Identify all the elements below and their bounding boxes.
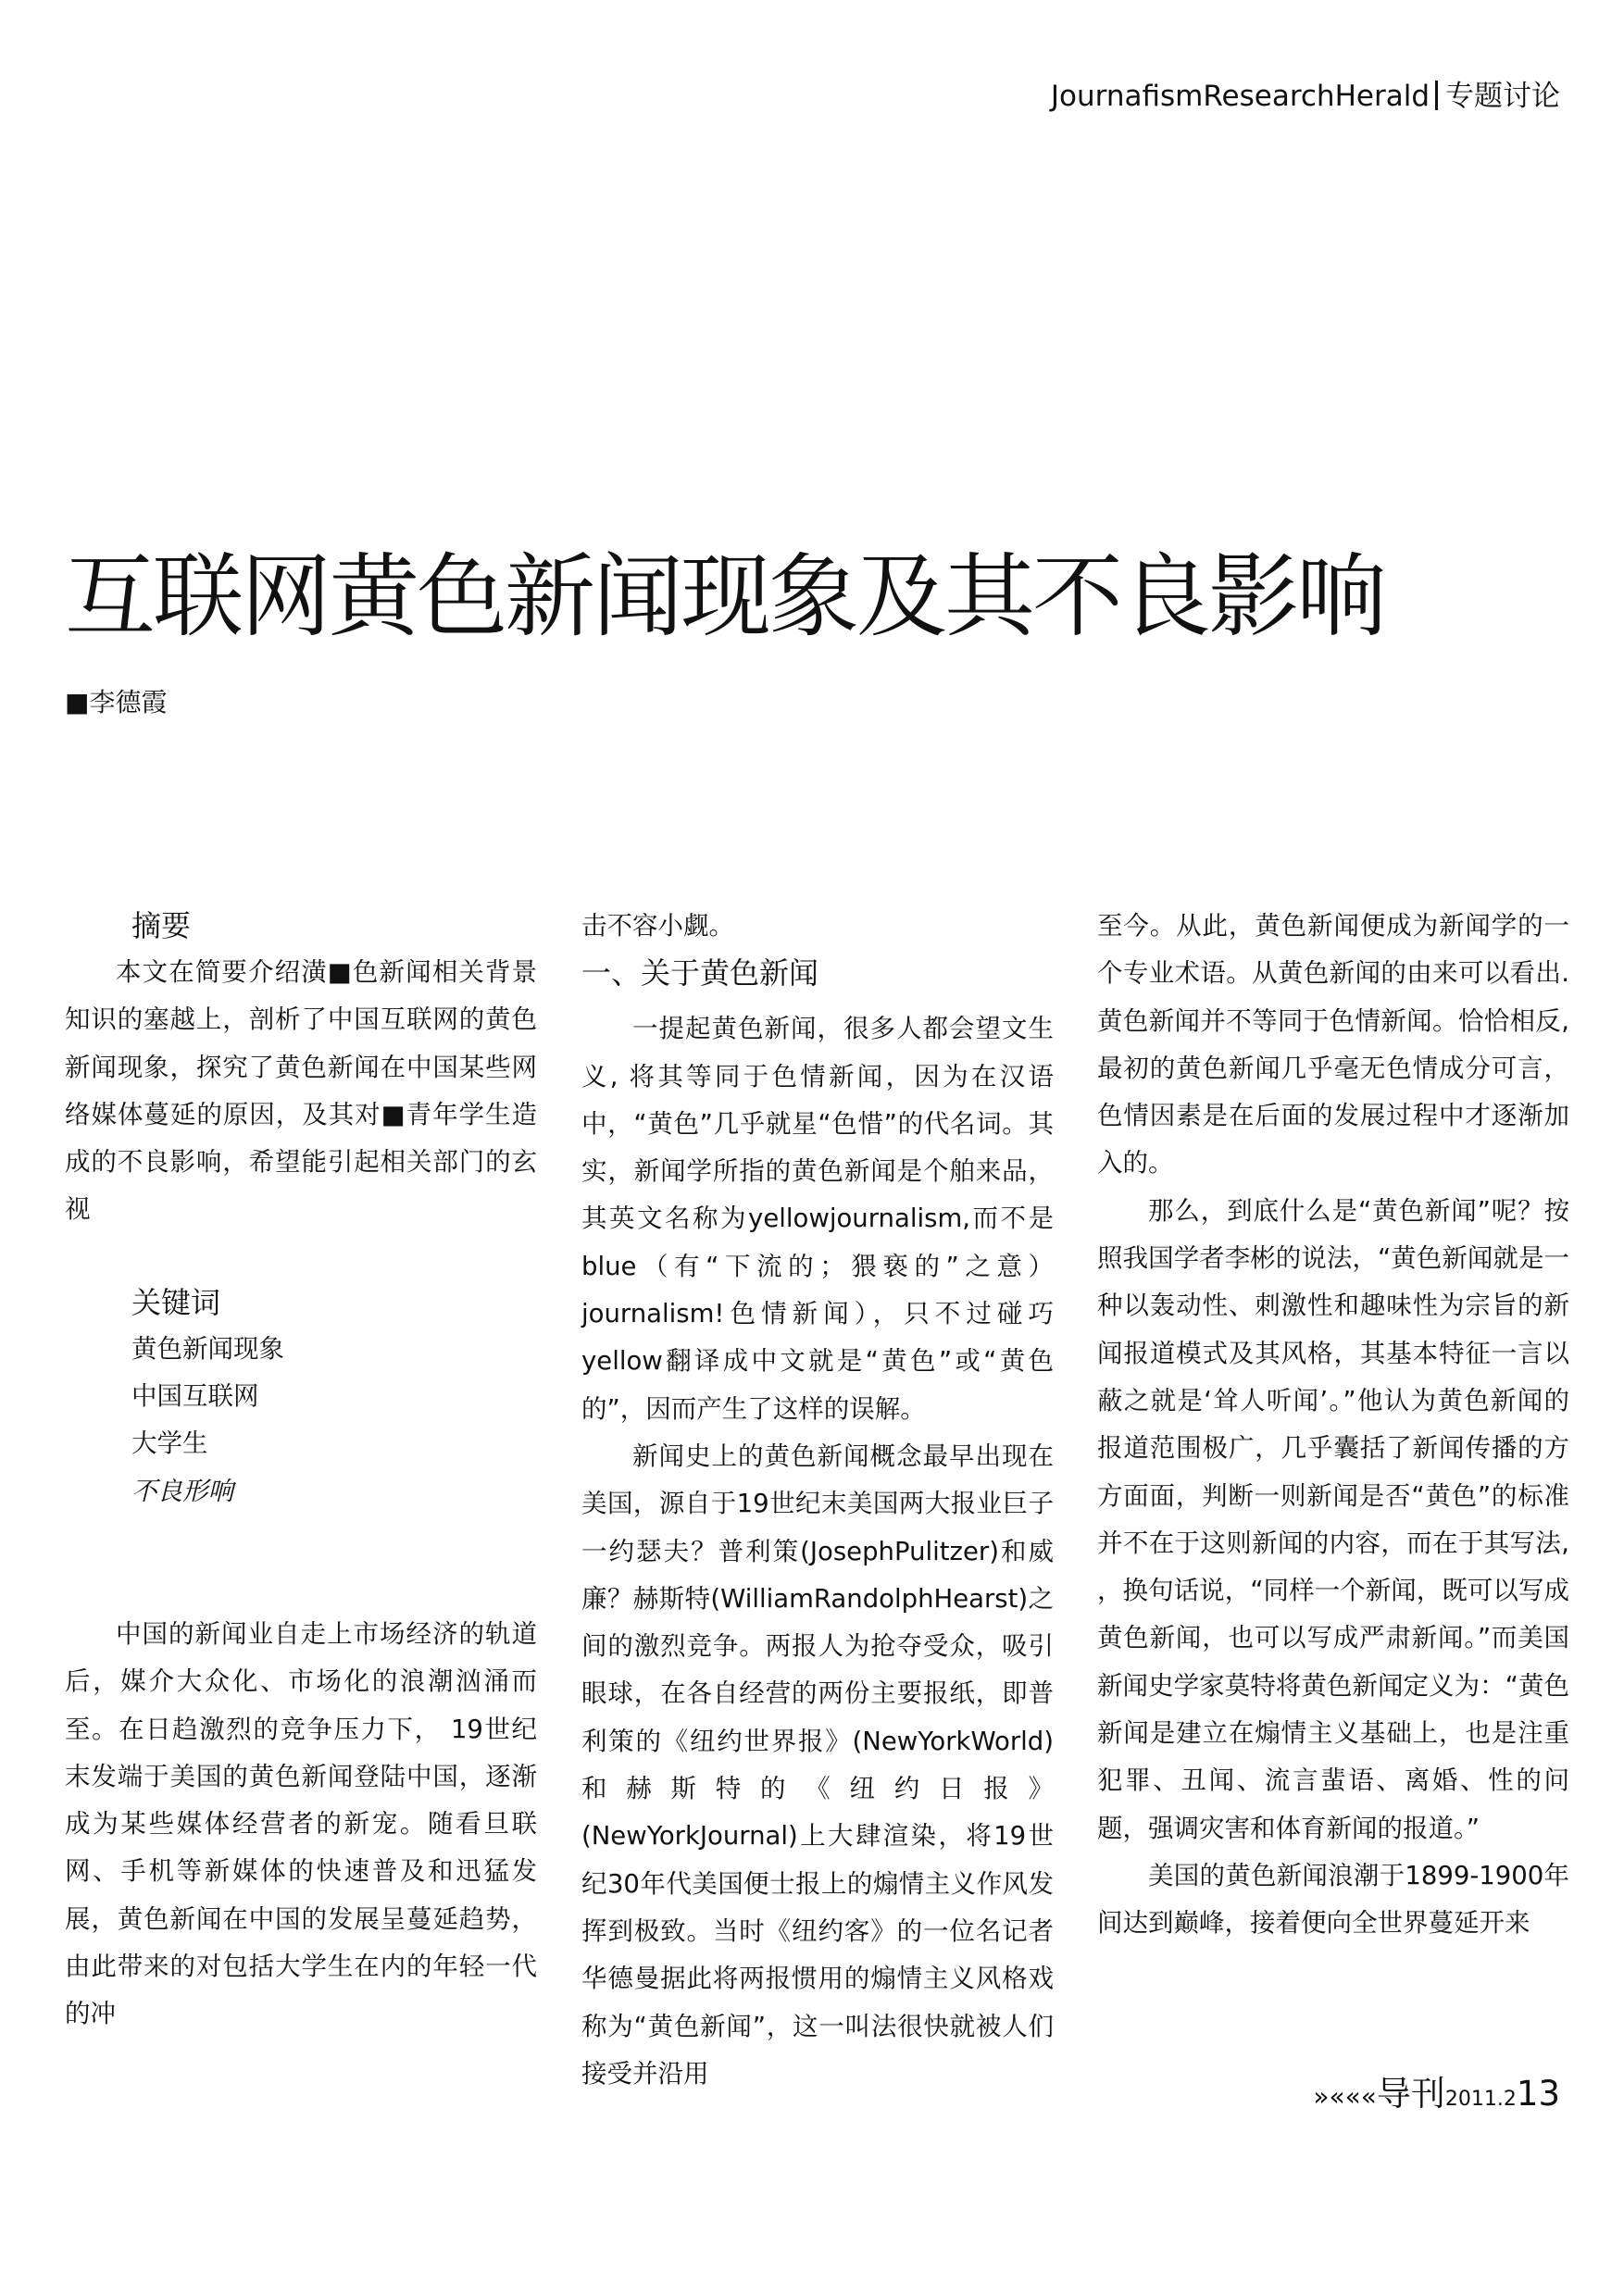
abstract-text: 本文在简要介绍潢■色新闻相关背景知识的塞越上，剖析了中国互联网的黄色新闻现象，探究了黄色新闻在中国某些网络媒体蔓延的原因，及其对■青年学生造成的不良影响，希望能引起相关部门的玄视	[65, 957, 537, 1225]
body-paragraph	[1097, 1852, 1569, 1948]
keyword-item: 不良形响	[131, 1476, 233, 1506]
header-divider	[1435, 81, 1438, 110]
footer-issue: 2011.2	[1444, 2088, 1517, 2111]
page-number: 13	[1516, 2074, 1560, 2114]
column-name: 专题讨论	[1445, 80, 1560, 113]
section-heading: 一、关于黄色新闻	[581, 955, 819, 992]
keyword-item: 大学生	[131, 1428, 208, 1459]
author-byline: ■李德霞	[65, 687, 168, 717]
carry-over-text: 击不容小觑。	[581, 911, 734, 941]
column-left	[65, 903, 537, 2039]
footer-arrows: »«««	[1313, 2081, 1377, 2112]
keyword-item: 黄色新闻现象	[131, 1333, 284, 1364]
keyword-item: 中国互联网	[131, 1381, 259, 1412]
body-paragraph-text: 美国的黄色新闻浪潮于1899-1900年间达到巅峰，接着便向全世界蔓延开来	[1097, 1860, 1569, 1939]
body-paragraph: 那么，到底什么是“黄色新闻”呢？按照我国学者李彬的说法，“黄色新闻就是一种以轰动性、刺激性和趣味性为宗旨的新闻报道模式及其风格，其基本特征一言以蔽之就是‘耸人听闻’。”他认为黄色新闻的报道范围极广，几乎囊括了新闻传播的方方面面，判断一则新闻是否“黄色”的标准并不在于这则新闻的内容，而在于其写法, ，换句话说，“同样一个新闻，既可以写成黄色新闻，也可以写成严肃新闻。”而美国新闻史学家莫特将黄色新闻定义为：“黄色新闻是建立在煽情主义基础上，也是注重犯罪、丑闻、流言蜚语、离婚、性的问题，强调灾害和体育新闻的报道。”	[1097, 1195, 1569, 1843]
article-title: 互联网黄色新闻现象及其不良影响	[65, 544, 1385, 650]
carry-over-text: 至今。从此，黄色新闻便成为新闻学的一个专业术语。从黄色新闻的由来可以看出. 黄色新闻并不等同于色情新闻。恰恰相反, 最初的黄色新闻几乎毫无色情成分可言，色情因素是在后面的发展过程中才逐渐加入的。	[1097, 911, 1569, 1179]
spacer	[65, 1234, 537, 1279]
intro-paragraph: 中国的新闻业自走上市场经济的轨道后，媒介大众化、市场化的浪潮汹涌而至。在日趋激烈的竞争压力下， 19世纪末发端于美国的黄色新闻登陆中国，逐渐成为某些媒体经营者的新宠。随看旦联网、手机等新媒体的快速普及和迅猛发展，黄色新闻在中国的发展呈蔓延趋势，由此带来的对包括大学生在内的年轻一代的冲	[65, 1618, 537, 2029]
footer-brand: 导刊	[1376, 2074, 1445, 2114]
keywords-heading: 关键词	[131, 1284, 221, 1320]
column-middle	[581, 903, 1054, 2098]
spacer	[65, 1515, 537, 1611]
body-paragraph: 新闻史上的黄色新闻概念最早出现在美国，源自于19世纪末美国两大报业巨子一约瑟夫？普利策(JosephPulitzer)和威廉？赫斯特(WilliamRandolphHearst)之间的激烈竞争。两报人为抢夺受众，吸引眼球，在各自经营的两份主要报纸，即普利策的《纽约世界报》(NewYorkWorld)和赫斯特的《纽约日报》(NewYorkJournal)上大肆渲染，将19世纪30年代美国便士报上的煽情主义作风发挥到极致。当时《纽约客》的一位名记者华德曼据此将两报惯用的煽情主义风格戏称为“黄色新闻”，这一叫法很快就被人们接受并沿用	[581, 1441, 1054, 2089]
abstract-heading: 摘要	[131, 908, 192, 943]
running-header	[1051, 78, 1560, 115]
body-paragraph: 一提起黄色新闻，很多人都会望文生义, 将其等同于色情新闻，因为在汉语中，“黄色”几乎就星“色惜”的代名词。其实，新闻学所指的黄色新闻是个舶来品，其英文名称为yellowjournalism,而不是blue（有“下流的；猥亵的”之意）journalism!色情新闻），只不过碰巧yellow翻译成中文就是“黄色”或“黄色的”，因而产生了这样的误解。	[581, 1014, 1054, 1424]
column-right	[1097, 903, 1569, 1948]
page-footer	[1313, 2074, 1560, 2121]
journal-name: JournafismResearchHerald	[1050, 80, 1430, 113]
